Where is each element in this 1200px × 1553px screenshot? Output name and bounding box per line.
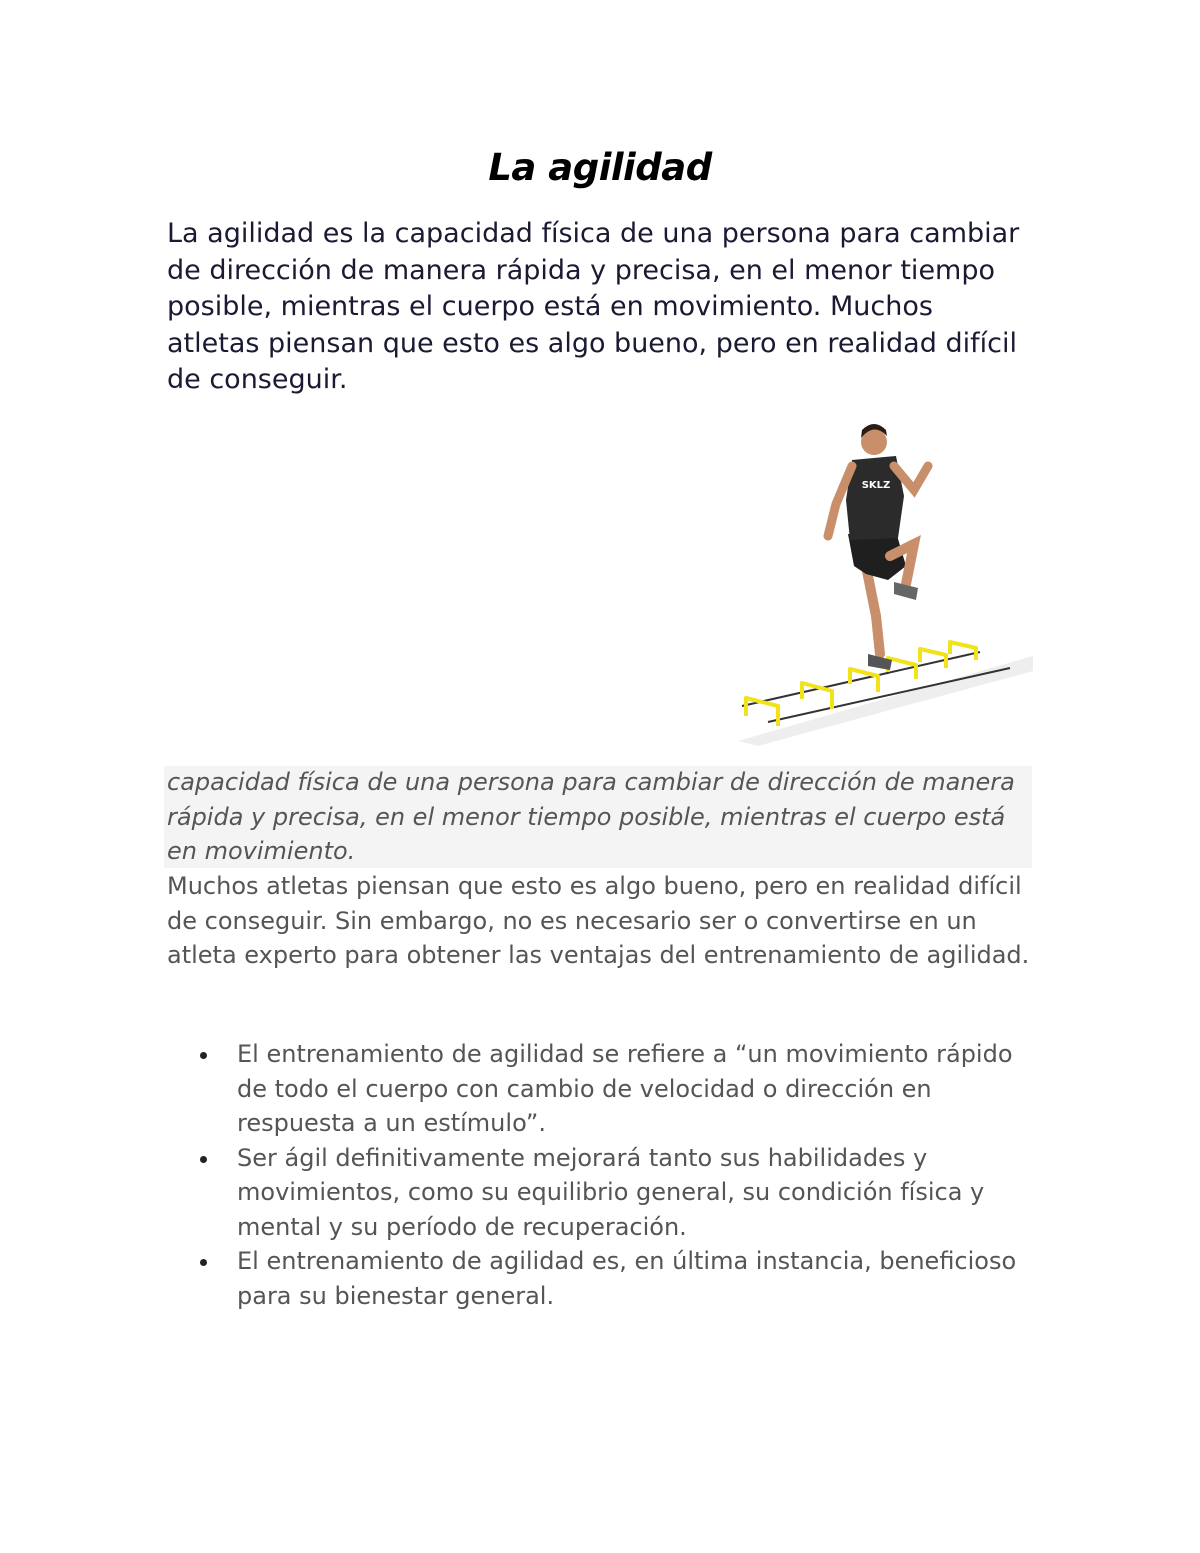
- bullet-list: [237, 1037, 1037, 1313]
- page-title: La agilidad: [488, 146, 712, 189]
- list-item: [237, 1037, 1037, 1141]
- list-item-text: Ser ágil definitivamente mejorará tanto sus habilidades y movimientos, como su equilibrio general, su condición física y mental y su período de recuperación.: [237, 1143, 985, 1241]
- bullet-icon: [200, 1156, 207, 1163]
- list-item-text: El entrenamiento de agilidad se refiere a “un movimiento rápido de todo el cuerpo con cambio de velocidad o dirección en respuesta a un estímulo”.: [237, 1040, 1013, 1137]
- intro-paragraph: La agilidad es la capacidad física de una persona para cambiar de dirección de manera rápida y precisa, en el menor tiempo posible, mientras el cuerpo está en movimiento. Muchos atletas piensan que esto es algo bueno, pero en realidad difícil de conseguir.: [167, 218, 1020, 395]
- highlighted-quote: capacidad física de una persona para cambiar de dirección de manera rápida y precisa, en el menor tiempo posible, mientras el cuerpo está en movimiento.: [167, 768, 1015, 865]
- body-paragraph: Muchos atletas piensan que esto es algo bueno, pero en realidad difícil de conseguir. Sin embargo, no es necesario ser o convertirse en un atleta experto para obtener las ventajas del entrenamiento de agilidad.: [167, 872, 1030, 969]
- list-item: [237, 1244, 1037, 1313]
- athlete-figure: [828, 424, 928, 670]
- athlete-illustration: [718, 416, 1038, 746]
- list-item: [237, 1141, 1037, 1245]
- shirt-logo: SKLZ: [861, 480, 891, 491]
- list-item-text: El entrenamiento de agilidad es, en última instancia, beneficioso para su bienestar general.: [237, 1247, 1017, 1310]
- bullet-icon: [200, 1259, 207, 1266]
- agility-ladder-photo: [718, 416, 1038, 746]
- bullet-icon: [200, 1052, 207, 1059]
